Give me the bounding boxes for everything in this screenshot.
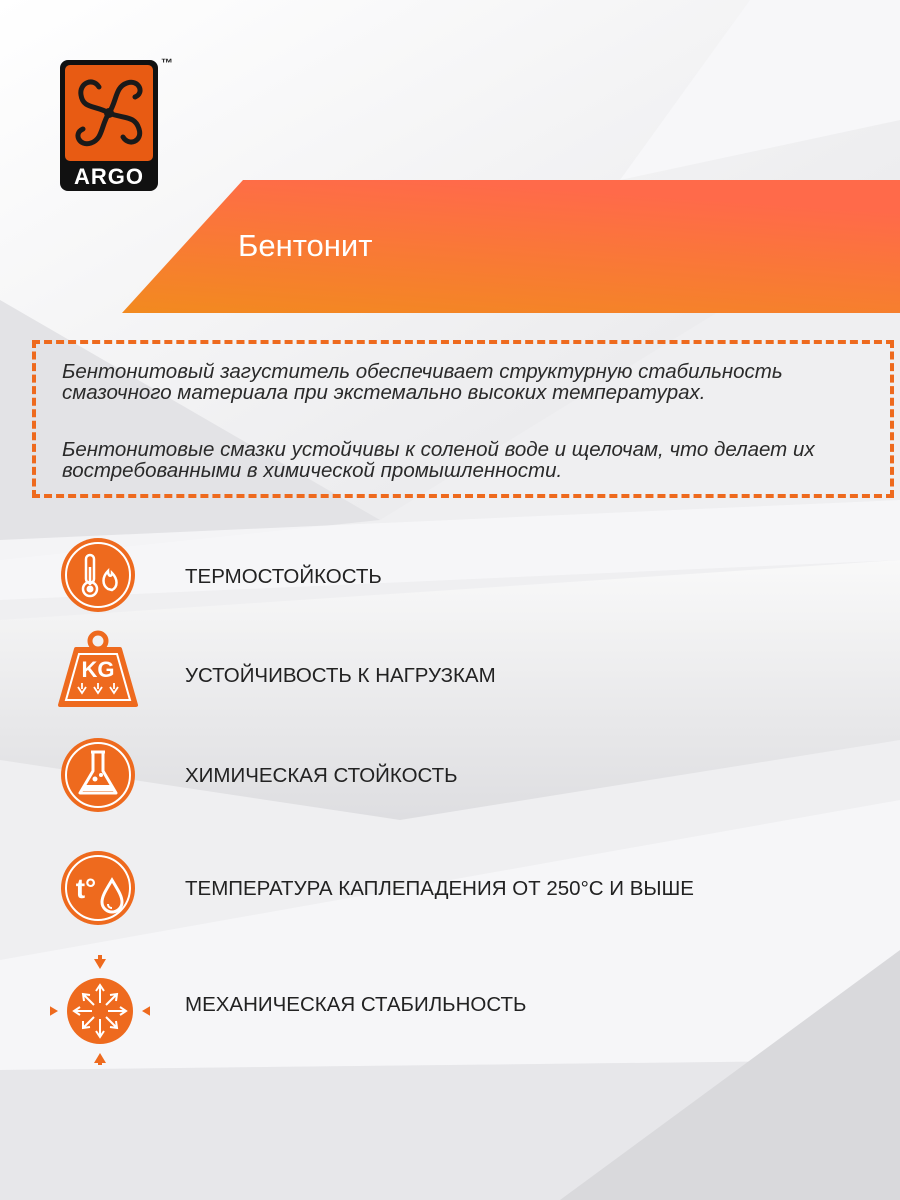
info-paragraph-1: Бентонитовый загуститель обеспечивает структурную стабильность смазочного материала при экстемально высоких температурах.: [62, 360, 783, 404]
logo-wordmark: ARGO: [74, 164, 144, 189]
argo-logo: [60, 56, 173, 193]
feature-label: ТЕРМОСТОЙКОСТЬ: [185, 565, 382, 588]
feature-heat-resistance: [50, 527, 890, 627]
pressure-arrows-icon: [50, 955, 150, 1065]
info-box: [32, 340, 894, 498]
info-paragraph-2: Бентонитовые смазки устойчивы к соленой воде и щелочам, что делает их востребованными в химической промышленности.: [62, 438, 815, 482]
logo-emblem: [65, 65, 153, 161]
kg-weight-icon: [50, 627, 150, 727]
trademark-symbol: ™: [161, 56, 173, 70]
feature-mechanical-stability: [50, 955, 890, 1065]
feature-label: ТЕМПЕРАТУРА КАПЛЕПАДЕНИЯ ОТ 250°С И ВЫШЕ: [185, 877, 694, 900]
feature-label: ХИМИЧЕСКАЯ СТОЙКОСТЬ: [185, 764, 458, 787]
thermometer-fire-icon: [50, 527, 150, 627]
logo-swirl-icon: [65, 65, 153, 161]
feature-load-resistance: [50, 627, 890, 727]
t-degree-text: t°: [75, 873, 97, 904]
banner-title: Бентонит: [238, 228, 373, 263]
kg-text: KG: [81, 657, 115, 682]
feature-label: УСТОЙЧИВОСТЬ К НАГРУЗКАМ: [185, 664, 496, 687]
temperature-drop-icon: [50, 840, 150, 940]
logo-frame: [60, 60, 158, 191]
flask-icon: [50, 727, 150, 827]
feature-chemical-resistance: [50, 727, 890, 827]
feature-label: МЕХАНИЧЕСКАЯ СТАБИЛЬНОСТЬ: [185, 993, 527, 1016]
feature-dropping-point: [50, 840, 890, 940]
